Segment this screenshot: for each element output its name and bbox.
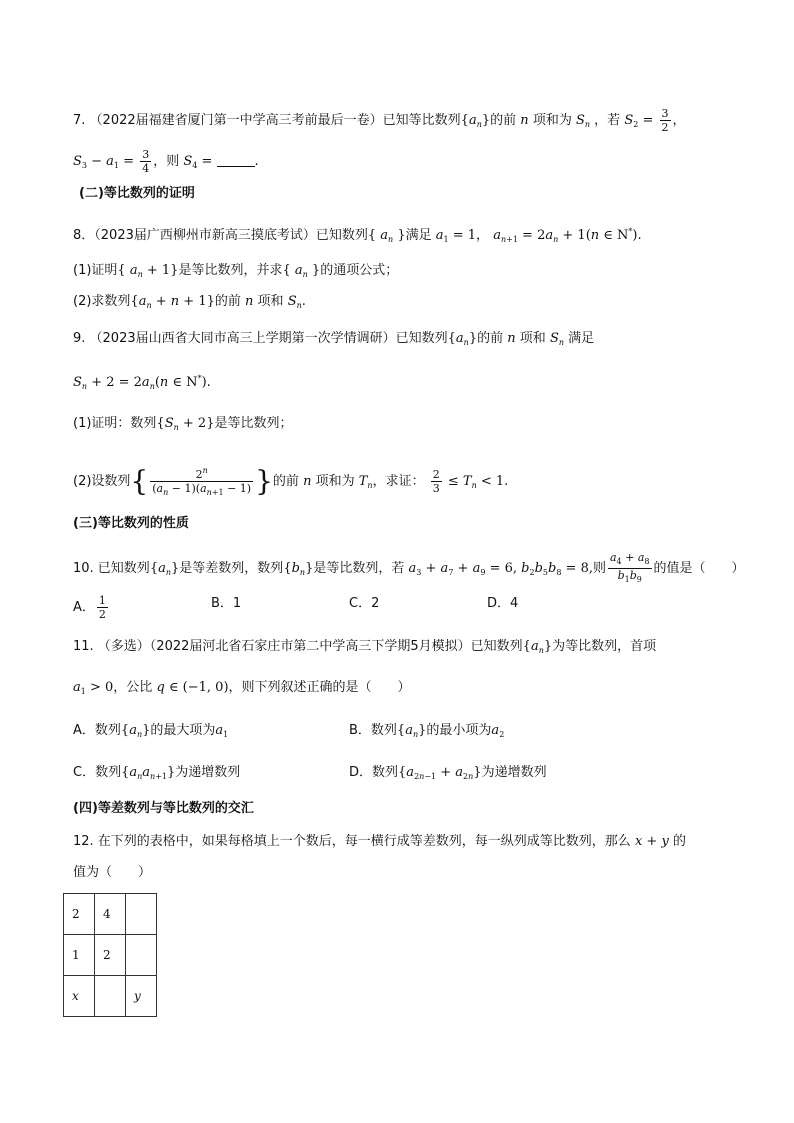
q7-source: （2022届福建省厦门第一中学高三考前最后一卷） — [89, 113, 383, 128]
question-7-line-1: 7. （2022届福建省厦门第一中学高三考前最后一卷）已知等比数列$\{a_n\}$的前 n 项和为 $S_n$ ，若 $S_2$ = $\frac{3}{2}$ ， — [73, 107, 686, 134]
q8-text: 满足 — [405, 228, 432, 243]
q12-text: 12. 在下列的表格中，如果每格填上一个数后，每一横行成等差数列，每一纵列成等比数列，那么 — [73, 834, 631, 849]
q8-text: 8．（2023届广西柳州市新高三摸底考试）已知数列 — [73, 228, 368, 243]
option-label: A． — [73, 600, 95, 615]
section-heading-2: (二)等比数列的证明 — [79, 186, 195, 201]
q11-option-c[interactable]: C．数列$\{a_na_{n+1}\}$为递增数列 — [73, 765, 241, 781]
table-cell: 2 — [64, 894, 95, 935]
q7-text: 已知等比数列 — [382, 113, 461, 128]
option-text: D．数列 — [349, 765, 399, 780]
q8-text: 项和 — [257, 294, 284, 309]
table-cell — [126, 894, 157, 935]
q10-text: 的值是（ ） — [653, 561, 745, 576]
q9-text: 9. （2023届山西省大同市高三上学期第一次学情调研）已知数列 — [73, 331, 448, 346]
fraction-3-4: $\frac{3}{4}$ — [142, 148, 150, 175]
q9-text: 项和 — [519, 331, 546, 346]
q12-text: 的 — [672, 834, 686, 849]
fraction-a-over-b: $\frac{a_4 + a_8}{b_1b_9}$ — [609, 551, 650, 584]
q10-text: 则 — [592, 561, 606, 576]
answer-blank — [217, 154, 255, 167]
q11-option-b[interactable]: B．数列$\{a_n\}$的最小项为$a_2$ — [349, 723, 505, 739]
question-9-line-2: $S_n + 2 = 2a_n(n$ ∈ N*). — [73, 374, 211, 391]
table-row — [64, 935, 157, 976]
q10-option-a[interactable] — [73, 594, 110, 621]
q10-option-b[interactable]: B．1 — [211, 596, 242, 611]
q11-text: 为等比数列，首项 — [552, 639, 657, 654]
q8-text: (1)证明 — [73, 263, 118, 278]
section-heading-3: (三)等比数列的性质 — [73, 516, 189, 531]
question-11-line-1: 11. （多选）（2022届河北省石家庄市第二中学高三下学期5月模拟）已知数列$\{a_n\}$为等比数列，首项 — [73, 639, 657, 655]
q9-text: 项和为 — [315, 474, 355, 489]
question-9-part-1: (1)证明：数列$\{S_n + 2\}$是等比数列； — [73, 416, 293, 432]
fraction-1-2: $\frac{1}{2}$ — [98, 594, 106, 621]
table-cell: x — [64, 976, 95, 1017]
q8-text: 的前 — [214, 294, 241, 309]
q7-number: 7. — [73, 113, 86, 128]
table-cell — [126, 935, 157, 976]
q8-text: 的通项公式； — [320, 263, 399, 278]
question-8-part-1: (1)证明{ $a_n + 1$}是等比数列，并求{ $a_n$ }的通项公式； — [73, 263, 399, 279]
fraction-3-2: $\frac{3}{2}$ — [661, 107, 669, 134]
q8-text: 是等比数列，并求 — [178, 263, 283, 278]
table-cell: 1 — [64, 935, 95, 976]
table-cell: 2 — [95, 935, 126, 976]
q9-text: 是等比数列； — [214, 416, 293, 431]
option-text: 的最小项为 — [426, 723, 492, 738]
q10-text: 10. 已知数列 — [73, 561, 150, 576]
fraction-2n: $\frac{2^n}{(a_n - 1)(a_{n+1} - 1)}$ — [152, 466, 252, 497]
question-12-line-2: 值为（ ） — [73, 865, 152, 880]
fraction-2-3: $\frac{2}{3}$ — [432, 468, 440, 495]
table-cell — [95, 976, 126, 1017]
question-12-line-1: 12. 在下列的表格中，如果每格填上一个数后，每一横行成等差数列，每一纵列成等比数列，那么 x + y 的 — [73, 834, 686, 849]
table-row — [64, 894, 157, 935]
question-7-line-2: $S_3 - a_1$ = $\frac{3}{4}$ ，则 $S_4$ = . — [73, 148, 259, 175]
q8-text: (2)求数列 — [73, 294, 131, 309]
option-text: 为递增数列 — [175, 765, 241, 780]
q11-option-a[interactable]: A．数列$\{a_n\}$的最大项为$a_1$ — [73, 723, 229, 739]
section-heading-4: (四)等差数列与等比数列的交汇 — [73, 801, 254, 816]
q10-option-d[interactable]: D．4 — [487, 596, 519, 611]
question-8-part-2: (2)求数列$\{a_n + n + 1\}$的前 n 项和 $S_n$. — [73, 294, 306, 310]
q11-option-d[interactable]: D．数列$\{a_{2n-1} + a_{2n}\}$为递增数列 — [349, 765, 547, 781]
question-9-line-1: 9. （2023届山西省大同市高三上学期第一次学情调研）已知数列$\{a_n\}$的前 n 项和 $S_n$ 满足 — [73, 331, 595, 347]
question-10-line-1: 10. 已知数列$\{a_n\}$是等差数列，数列$\{b_n\}$是等比数列，若 $a_3 + a_7 + a_9 = 6$, $b_2b_5b_8 = 8$,则 $\frac{a_4 + a_8}{b_1b_9}$ 的值是（ ） — [73, 551, 745, 584]
q7-text: 项和为 — [532, 113, 572, 128]
option-text: B．数列 — [349, 723, 397, 738]
table-cell: y — [126, 976, 157, 1017]
q11-text: 11. （多选）（2022届河北省石家庄市第二中学高三下学期5月模拟）已知数列 — [73, 639, 523, 654]
option-text: C．数列 — [73, 765, 122, 780]
question-8-line-1: 8．（2023届广西柳州市新高三摸底考试）已知数列{ $a_n$ }满足 $a_1 = 1$， $a_{n+1} = 2a_n + 1(n$ ∈ N*). — [73, 227, 642, 244]
q9-text: 的前 — [272, 474, 299, 489]
q7-text: . — [254, 154, 259, 169]
table-cell: 4 — [95, 894, 126, 935]
q9-text: 满足 — [568, 331, 595, 346]
option-text: 为递增数列 — [481, 765, 547, 780]
option-text: 的最大项为 — [150, 723, 216, 738]
question-9-part-2: (2)设数列{ $\frac{2^n}{(a_n - 1)(a_{n+1} - 1)}$ }的前 n 项和为 $T_n$，求证： $\frac{2}{3}$ ≤ $T_n < 1$. — [73, 464, 509, 498]
q9-text: 的前 — [477, 331, 504, 346]
question-11-line-2: $a_1 > 0$，公比 q ∈ (−1, 0)，则下列叙述正确的是（ ） — [73, 680, 411, 696]
q11-text: ，公比 — [113, 680, 153, 695]
q10-text: 是等差数列，数列 — [179, 561, 284, 576]
q11-text: ，则下列叙述正确的是（ ） — [228, 680, 411, 695]
number-grid-table — [63, 893, 157, 1017]
q7-text: ，则 — [153, 154, 180, 169]
option-text: A．数列 — [73, 723, 121, 738]
q9-text: (1)证明：数列 — [73, 416, 157, 431]
q7-text: ，若 — [594, 113, 621, 128]
q10-option-c[interactable]: C．2 — [349, 596, 380, 611]
q10-text: 是等比数列，若 — [313, 561, 405, 576]
table-row — [64, 976, 157, 1017]
q9-text: (2)设数列 — [73, 474, 131, 489]
q7-text: 的前 — [490, 113, 517, 128]
q9-text: ，求证： — [372, 474, 425, 489]
